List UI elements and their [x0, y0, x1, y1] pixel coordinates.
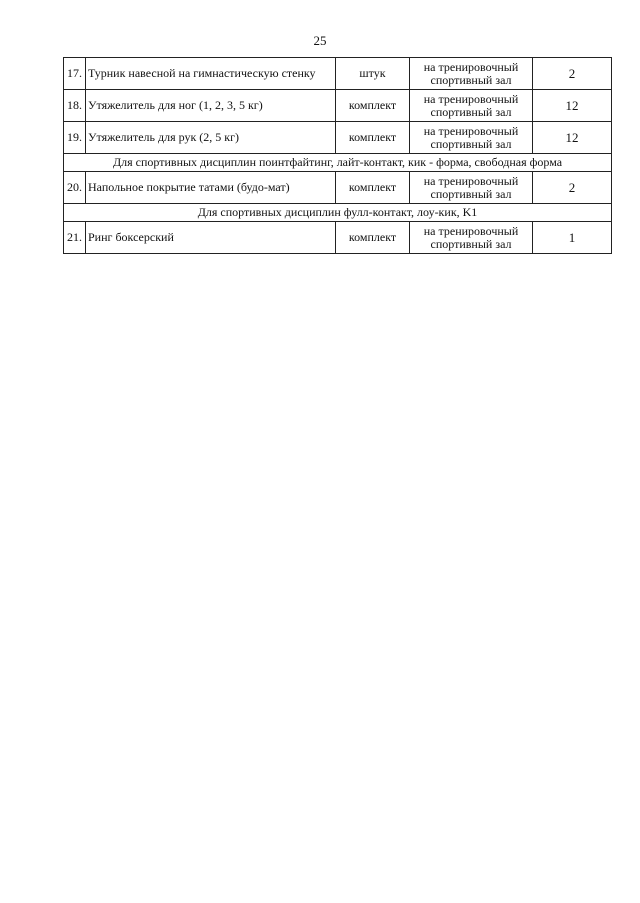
- item-location: на тренировочный спортивный зал: [410, 122, 533, 154]
- table-row: [64, 222, 612, 254]
- table-row: [64, 172, 612, 204]
- item-unit: комплект: [336, 222, 410, 254]
- item-name: Утяжелитель для ног (1, 2, 3, 5 кг): [86, 90, 336, 122]
- item-quantity: 12: [533, 90, 612, 122]
- section-heading: Для спортивных дисциплин поинтфайтинг, лайт-контакт, кик - форма, свободная форма: [64, 154, 612, 172]
- item-unit: комплект: [336, 172, 410, 204]
- row-number: 20.: [64, 172, 86, 204]
- section-row: [64, 154, 612, 172]
- row-number: 21.: [64, 222, 86, 254]
- item-unit: комплект: [336, 122, 410, 154]
- item-unit: штук: [336, 58, 410, 90]
- item-unit: комплект: [336, 90, 410, 122]
- item-location: на тренировочный спортивный зал: [410, 172, 533, 204]
- item-quantity: 2: [533, 58, 612, 90]
- equipment-table: [63, 57, 612, 254]
- item-quantity: 12: [533, 122, 612, 154]
- item-name: Утяжелитель для рук (2, 5 кг): [86, 122, 336, 154]
- item-name: Напольное покрытие татами (будо-мат): [86, 172, 336, 204]
- item-quantity: 1: [533, 222, 612, 254]
- item-quantity: 2: [533, 172, 612, 204]
- table-row: [64, 58, 612, 90]
- table-row: [64, 90, 612, 122]
- item-name: Ринг боксерский: [86, 222, 336, 254]
- item-location: на тренировочный спортивный зал: [410, 222, 533, 254]
- row-number: 18.: [64, 90, 86, 122]
- item-location: на тренировочный спортивный зал: [410, 58, 533, 90]
- item-location: на тренировочный спортивный зал: [410, 90, 533, 122]
- section-row: [64, 204, 612, 222]
- table-row: [64, 122, 612, 154]
- item-name: Турник навесной на гимнастическую стенку: [86, 58, 336, 90]
- row-number: 19.: [64, 122, 86, 154]
- page-number: 25: [313, 33, 327, 48]
- section-heading: Для спортивных дисциплин фулл-контакт, лоу-кик, K1: [64, 204, 612, 222]
- row-number: 17.: [64, 58, 86, 90]
